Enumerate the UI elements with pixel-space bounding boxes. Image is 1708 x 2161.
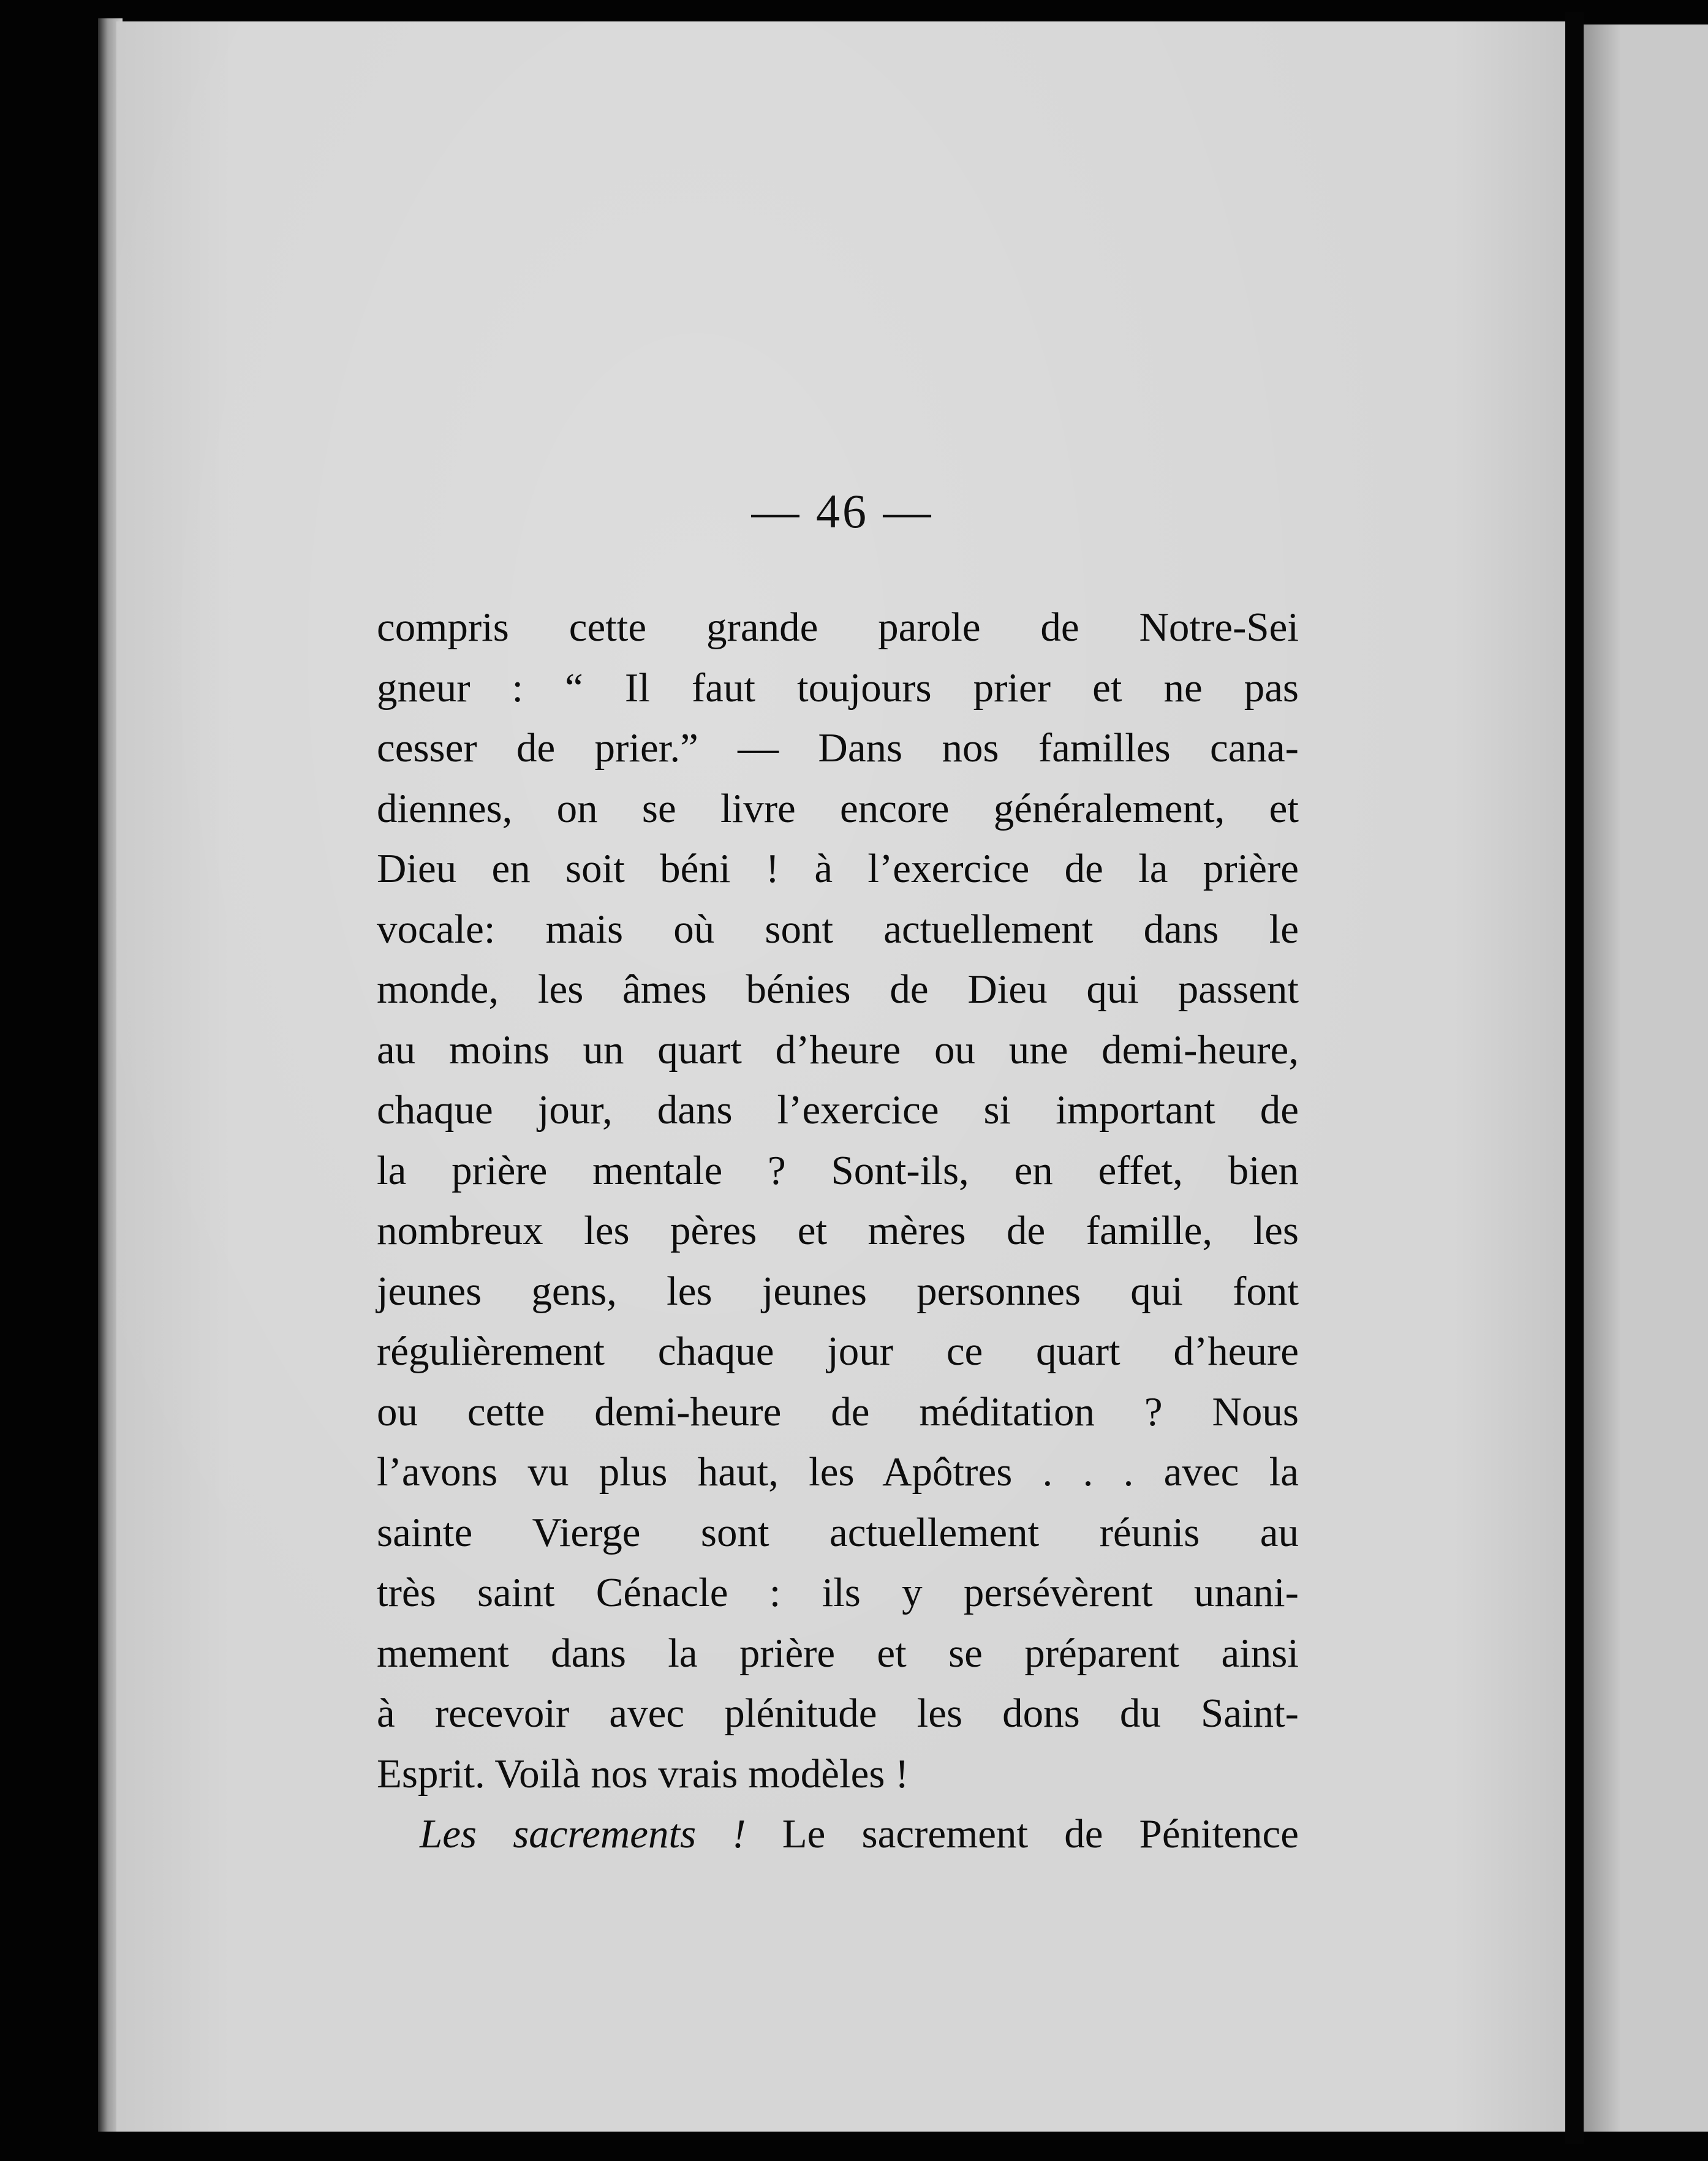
text-line: mement dans la prière et se préparent ainsi	[377, 1630, 1299, 1676]
text-line: Dieu en soit béni ! à l’exercice de la prière	[377, 846, 1299, 891]
text-line: jeunes gens, les jeunes personnes qui font	[377, 1268, 1299, 1314]
book-gutter	[1565, 12, 1584, 2144]
body-text	[377, 597, 1299, 1865]
text-line: à recevoir avec plénitude les dons du Saint-	[377, 1691, 1299, 1736]
new-paragraph-line	[377, 1804, 1299, 1865]
text-line: cesser de prier.” — Dans nos familles cana-	[377, 725, 1299, 771]
text-line: très saint Cénacle : ils y persévèrent unani-	[377, 1570, 1299, 1615]
text-line: sainte Vierge sont actuellement réunis au	[377, 1509, 1299, 1555]
text-line: compris cette grande parole de Notre-Sei	[377, 605, 1299, 650]
text-line: vocale: mais où sont actuellement dans le	[377, 906, 1299, 952]
text-line: ou cette demi-heure de méditation ? Nous	[377, 1389, 1299, 1435]
text-line: l’avons vu plus haut, les Apôtres . . . avec la	[377, 1449, 1299, 1495]
facing-page-edge	[1584, 25, 1708, 2132]
text-line: au moins un quart d’heure ou une demi-heure,	[377, 1027, 1299, 1073]
text-line: régulièrement chaque jour ce quart d’heure	[377, 1329, 1299, 1374]
paragraph-end-line: Esprit. Voilà nos vrais modèles !	[377, 1751, 909, 1797]
line-continuation: Le sacrement de Pénitence	[746, 1811, 1299, 1857]
italic-lead-phrase: Les sacrements !	[420, 1811, 746, 1857]
text-line: chaque jour, dans l’exercice si important de	[377, 1087, 1299, 1133]
text-line: nombreux les pères et mères de famille, les	[377, 1208, 1299, 1253]
page-number: — 46 —	[751, 485, 934, 538]
text-line: gneur : “ Il faut toujours prier et ne pas	[377, 665, 1299, 711]
text-line: monde, les âmes bénies de Dieu qui passent	[377, 967, 1299, 1012]
text-line: la prière mentale ? Sont-ils, en effet, bien	[377, 1147, 1299, 1193]
text-line: diennes, on se livre encore généralement, et	[377, 785, 1299, 831]
